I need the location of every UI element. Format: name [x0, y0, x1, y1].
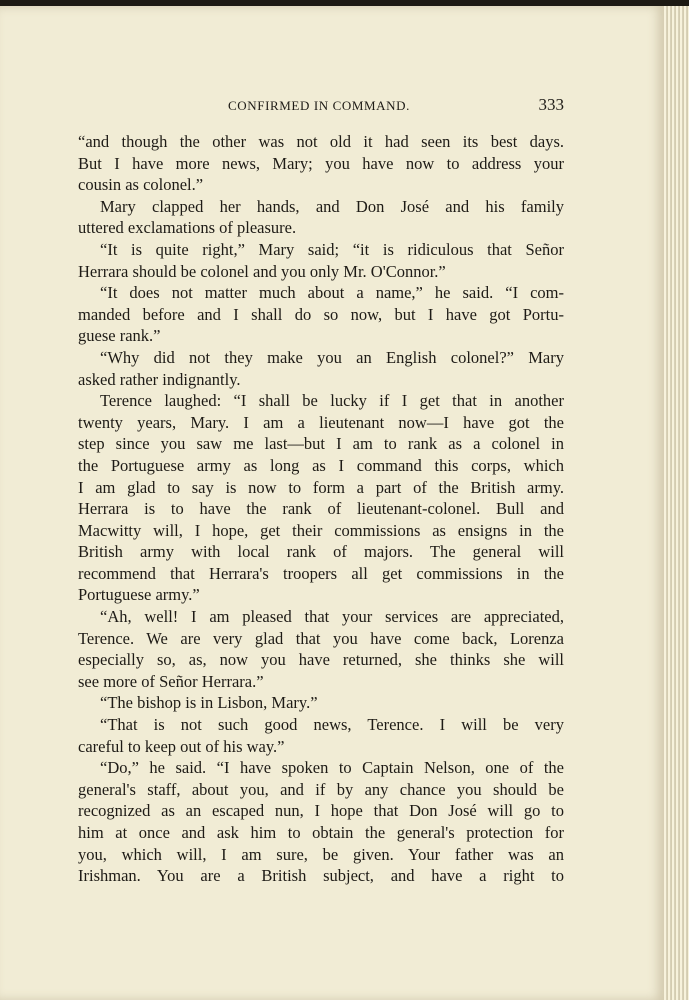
text-line: But I have more news, Mary; you have now to address your: [78, 153, 564, 173]
page-number: 333: [538, 95, 564, 114]
text-line: step since you saw me last—but I am to rank as a colonel in: [78, 434, 564, 454]
text-line: asked rather indignantly.: [78, 369, 241, 389]
page-header: [78, 96, 564, 116]
text-line: Macwitty will, I hope, get their commissions as ensigns in the: [78, 520, 564, 540]
text-line: manded before and I shall do so now, but I have got Portu-: [78, 304, 564, 324]
text-line: “That is not such good news, Terence. I will be very: [100, 715, 564, 735]
text-line: “Ah, well! I am pleased that your services are appreciated,: [100, 607, 564, 627]
text-line: especially so, as, now you have returned, she thinks she will: [78, 650, 564, 670]
text-line: “Why did not they make you an English colonel?” Mary: [100, 347, 564, 367]
text-line: I am glad to say is now to form a part of the British army.: [78, 477, 564, 497]
text-line: “It does not matter much about a name,” he said. “I com-: [100, 283, 564, 303]
text-line: Portuguese army.”: [78, 585, 200, 605]
text-line: Irishman. You are a British subject, and have a right to: [78, 866, 564, 886]
page-edges: [664, 6, 689, 1000]
text-line: Herrara is to have the rank of lieutenant-colonel. Bull and: [78, 499, 564, 519]
text-line: general's staff, about you, and if by any chance you should be: [78, 779, 564, 799]
text-line: cousin as colonel.”: [78, 175, 204, 195]
text-line: the Portuguese army as long as I command this corps, which: [78, 455, 564, 475]
text-line: recommend that Herrara's troopers all get commissions in the: [78, 563, 564, 583]
text-line: recognized as an escaped nun, I hope that Don José will go to: [78, 801, 564, 821]
text-line: Mary clapped her hands, and Don José and his family: [100, 196, 564, 216]
text-line: you, which will, I am sure, be given. Your father was an: [78, 844, 564, 864]
text-line: guese rank.”: [78, 326, 161, 346]
text-line: Herrara should be colonel and you only Mr. O'Connor.”: [78, 261, 446, 281]
text-line: him at once and ask him to obtain the general's protection for: [78, 823, 564, 842]
text-line: “The bishop is in Lisbon, Mary.”: [100, 693, 318, 713]
text-line: careful to keep out of his way.”: [78, 736, 285, 756]
text-line: “Do,” he said. “I have spoken to Captain Nelson, one of the: [100, 758, 564, 778]
text-line: Terence. We are very glad that you have come back, Lorenza: [78, 628, 564, 648]
text-line: British army with local rank of majors. The general will: [78, 542, 564, 562]
text-line: twenty years, Mary. I am a lieutenant now—I have got the: [78, 412, 564, 432]
body-text: [78, 131, 564, 887]
text-line: “It is quite right,” Mary said; “it is ridiculous that Señor: [100, 239, 564, 259]
running-head: CONFIRMED IN COMMAND.: [228, 98, 410, 113]
text-line: Terence laughed: “I shall be lucky if I get that in another: [100, 391, 564, 411]
text-line: “and though the other was not old it had seen its best days.: [78, 132, 564, 151]
text-line: uttered exclamations of pleasure.: [78, 218, 297, 238]
text-line: see more of Señor Herrara.”: [78, 671, 264, 691]
